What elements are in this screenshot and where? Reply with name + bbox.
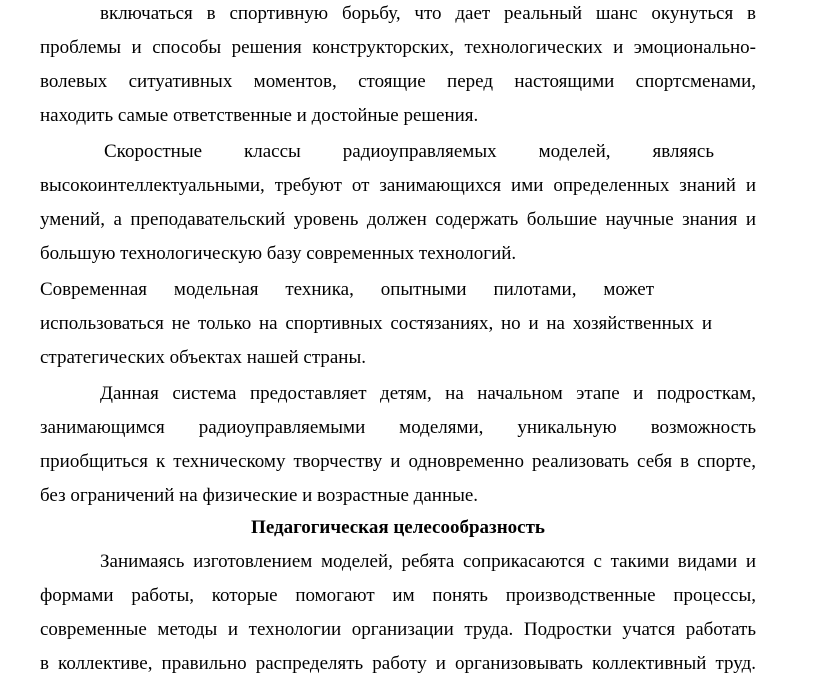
section-heading: Педагогическая целесообразность [251,517,545,538]
text-line: включаться в спортивную борьбу, что дает реальный шанс окунуться в [100,3,756,24]
text-line: приобщиться к техническому творчеству и одновременно реализовать себя в спорте, [40,451,756,472]
text-line: умений, а преподавательский уровень должен содержать большие научные знания и [40,209,756,230]
text-line: Данная система предоставляет детям, на начальном этапе и подросткам, [100,383,756,404]
text-line: использоваться не только на спортивных состязаниях, но и на хозяйственных и [40,313,712,334]
text-line: без ограничений на физические и возрастные данные. [40,485,479,506]
text-line: современные методы и технологии организации труда. Подростки учатся работать [40,619,756,640]
text-line: Скоростные классы радиоуправляемых моделей, являясь [104,141,714,162]
text-line: формами работы, которые помогают им понять производственные процессы, [40,585,756,606]
text-line: волевых ситуативных моментов, стоящие перед настоящими спортсменами, [40,71,756,92]
text-line: находить самые ответственные и достойные решения. [40,105,479,126]
text-line: большую технологическую базу современных технологий. [40,243,517,264]
text-line: Занимаясь изготовлением моделей, ребята соприкасаются с такими видами и [100,551,756,572]
text-line: проблемы и способы решения конструкторских, технологических и эмоционально- [40,37,756,58]
text-line: занимающимся радиоуправляемыми моделями, уникальную возможность [40,417,756,438]
text-line: в коллективе, правильно распределять работу и организовывать коллективный труд. [40,653,756,674]
text-line: Современная модельная техника, опытными пилотами, может [40,279,654,300]
text-line: высокоинтеллектуальными, требуют от занимающихся ими определенных знаний и [40,175,756,196]
text-line: стратегических объектах нашей страны. [40,347,366,368]
